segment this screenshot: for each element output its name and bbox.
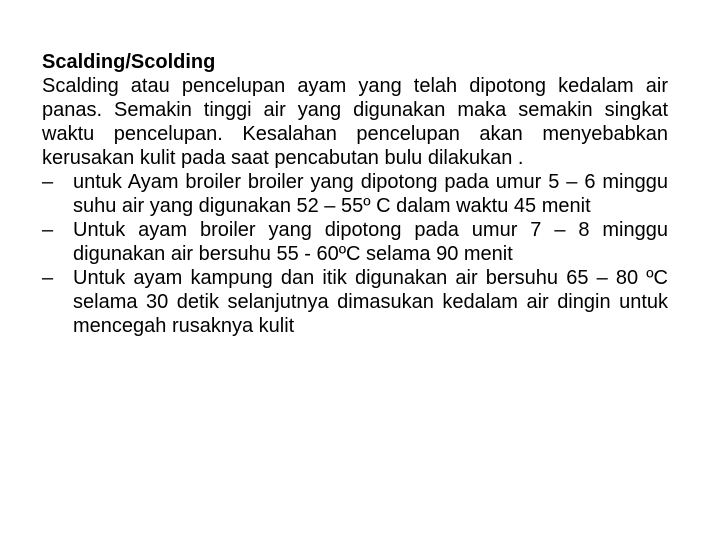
- bullet-text: Untuk ayam broiler yang dipotong pada umur 7 – 8 minggu digunakan air bersuhu 55 - 60ºC selama 90 menit: [73, 219, 668, 265]
- dash-marker: –: [42, 267, 54, 289]
- intro-paragraph: Scalding atau pencelupan ayam yang telah dipotong kedalam air panas. Semakin tinggi air yang digunakan maka semakin singkat waktu pencelupan. Kesalahan pencelupan akan menyebabkan kerusakan kulit pada saat pencabutan bulu dilakukan .: [42, 75, 668, 169]
- bullet-text: Untuk ayam kampung dan itik digunakan air bersuhu 65 – 80 ºC selama 30 detik selanjutnya dimasukan kedalam air dingin untuk mencegah rusaknya kulit: [73, 267, 668, 337]
- bullet-text: untuk Ayam broiler broiler yang dipotong pada umur 5 – 6 minggu suhu air yang digunakan 52 – 55º C dalam waktu 45 menit: [73, 171, 668, 217]
- slide-content: [42, 50, 668, 338]
- bullet-item: [42, 266, 668, 338]
- dash-marker: –: [42, 171, 54, 193]
- bullet-item: [42, 170, 668, 218]
- bullet-list: [42, 170, 668, 338]
- dash-marker: –: [42, 219, 54, 241]
- slide-title: Scalding/Scolding: [42, 51, 216, 73]
- bullet-item: [42, 218, 668, 266]
